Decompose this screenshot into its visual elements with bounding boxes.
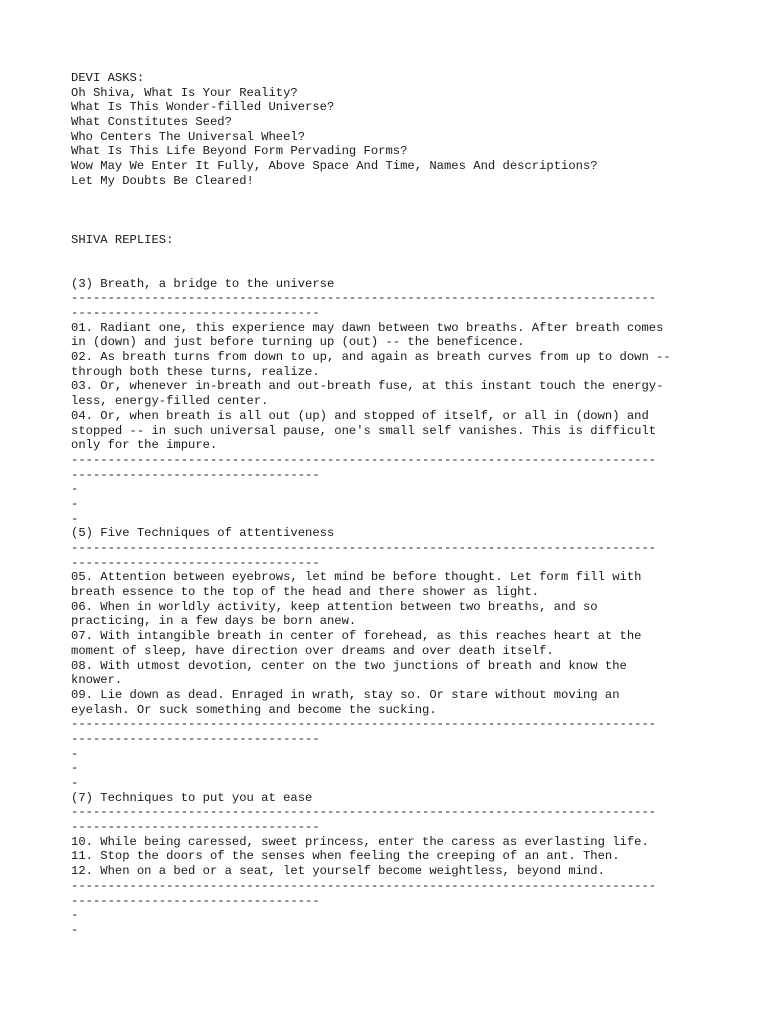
text-line: breath essence to the top of the head and there shower as light. [71,585,540,600]
dash-line: - [71,908,79,923]
numbered-item-line: 10. While being caressed, sweet princess, enter the caress as everlasting life. [71,834,649,849]
blank-line [71,203,711,218]
divider-line: -------------------------------------------------------------------------------- [71,805,657,820]
dash-line: - [71,511,79,526]
text-line: Wow May We Enter It Fully, Above Space And Time, Names And descriptions? [71,159,598,174]
section-heading: (7) Techniques to put you at ease [71,790,313,805]
dash-line: - [71,761,79,776]
divider-line: ---------------------------------- [71,820,320,835]
numbered-item-line: 12. When on a bed or a seat, let yourself become weightless, beyond mind. [71,864,605,879]
section-heading: (5) Five Techniques of attentiveness [71,526,335,541]
numbered-item-line: 09. Lie down as dead. Enraged in wrath, stay so. Or stare without moving an [71,687,620,702]
blank-line [71,247,711,262]
divider-line: -------------------------------------------------------------------------------- [71,717,657,732]
divider-line: ---------------------------------- [71,555,320,570]
text-line: practicing, in a few days be born anew. [71,614,357,629]
text-line: DEVI ASKS: [71,71,145,85]
text-line: What Is This Wonder-filled Universe? [71,100,335,115]
numbered-item-line: 04. Or, when breath is all out (up) and stopped of itself, or all in (down) and [71,408,649,423]
divider-line: ---------------------------------- [71,731,320,746]
numbered-item-line: 08. With utmost devotion, center on the two junctions of breath and know the [71,658,627,673]
numbered-item-line: 02. As breath turns from down to up, and again as breath curves from up to down -- [71,350,671,365]
text-line: knower. [71,673,123,688]
dash-line: - [71,776,79,790]
blank-line [71,218,711,233]
text-line: Let My Doubts Be Cleared! [71,173,254,188]
text-line: moment of sleep, have direction over dreams and over death itself. [71,643,554,658]
blank-line [71,189,711,204]
text-line: eyelash. Or suck something and become the sucking. [71,702,437,717]
text-line: through both these turns, realize. [71,364,320,379]
text-line: What Is This Life Beyond Form Pervading Forms? [71,144,408,159]
dash-line: - [71,482,79,497]
divider-line: -------------------------------------------------------------------------------- [71,291,657,306]
divider-line: -------------------------------------------------------------------------------- [71,878,657,893]
numbered-item-line: 05. Attention between eyebrows, let mind be before thought. Let form fill with [71,570,642,585]
divider-line: ---------------------------------- [71,306,320,320]
dash-line: - [71,496,79,511]
dash-line: - [71,922,79,937]
divider-line: ---------------------------------- [71,467,320,482]
numbered-item-line: 07. With intangible breath in center of forehead, as this reaches heart at the [71,629,642,644]
numbered-item-line: 11. Stop the doors of the senses when feeling the creeping of an ant. Then. [71,849,620,864]
text-line: Oh Shiva, What Is Your Reality? [71,85,298,100]
divider-line: ---------------------------------- [71,893,320,908]
numbered-item-line: 01. Radiant one, this experience may dawn between two breaths. After breath comes [71,320,664,335]
divider-line: -------------------------------------------------------------------------------- [71,452,657,467]
text-line: SHIVA REPLIES: [71,232,174,247]
dash-line: - [71,746,79,761]
text-line: less, energy-filled center. [71,394,269,409]
text-line: What Constitutes Seed? [71,115,232,130]
text-line: stopped -- in such universal pause, one's small self vanishes. This is difficult [71,423,657,438]
blank-line [71,262,711,277]
numbered-item-line: 03. Or, whenever in-breath and out-breath fuse, at this instant touch the energy- [71,379,664,394]
text-line: Who Centers The Universal Wheel? [71,129,306,144]
divider-line: -------------------------------------------------------------------------------- [71,541,657,555]
text-line: only for the impure. [71,438,218,453]
text-line: in (down) and just before turning up (out) -- the beneficence. [71,335,525,350]
section-heading: (3) Breath, a bridge to the universe [71,276,335,291]
numbered-item-line: 06. When in worldly activity, keep attention between two breaths, and so [71,599,598,614]
document-body [71,71,711,938]
